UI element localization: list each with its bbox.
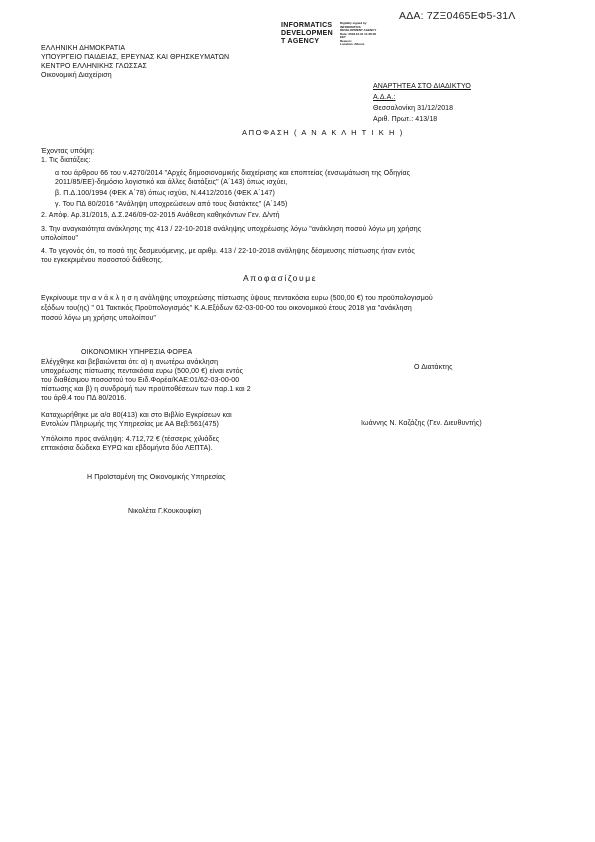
finance-line: επτακόσια δώδεκα ΕΥΡΩ και εβδομήντα δύο ΛΕΠΤΑ). [41, 445, 213, 452]
director-title: Ο Διατάκτης [414, 364, 453, 371]
signature-stamp [281, 22, 333, 46]
ada-number: ΑΔΑ: 7ΖΞ0465ΕΦ5-31Λ [399, 10, 516, 22]
finance-paragraph-3 [41, 435, 219, 453]
stamp-detail-line: DEVELOPMENT AGENCY [340, 28, 377, 32]
finance-line: υποχρέωσης πίστωσης πεντακόσια ευρω (500,00 €) είναι εντός [41, 368, 244, 375]
item-1a-line: α του άρθρου 66 του ν.4270/2014 "Αρχές δημοσιονομικής διαχείρισης και εποπτείας (ενσωμάτωση της Οδηγίας [55, 170, 411, 177]
item-3-line: υπολοίπου" [41, 235, 79, 242]
finance-line: του διαθέσιμου ποσοστού του Ειδ.Φορέα/ΚΑΕ:01/62-03-00-00 [41, 377, 240, 384]
stamp-left-line: T AGENCY [281, 38, 320, 45]
stamp-detail-line: EET [340, 35, 346, 39]
finance-head-name: Νικολέτα Γ.Κουκουφίκη [128, 508, 202, 515]
header-line: Οικονομική Διαχείριση [41, 72, 112, 79]
finance-paragraph-2 [41, 411, 232, 429]
item-3-line: 3. Την αναγκαιότητα ανάκλησης της 413 / 22-10-2018 ανάληψης υποχρέωσης λόγω "ανάκληση ποσού λόγω μη χρήσης [41, 226, 422, 233]
header-line: ΚΕΝΤΡΟ ΕΛΛΗΝΙΚΗΣ ΓΛΩΣΣΑΣ [41, 63, 147, 70]
item-1a-line: 2011/85/ΕΕ)-δημόσιο λογιστικό και άλλες διατάξεις" (Α΄143) όπως ισχύει, [55, 179, 288, 186]
header-line: ΕΛΛΗΝΙΚΗ ΔΗΜΟΚΡΑΤΙΑ [41, 45, 126, 52]
item-1-label: 1. Τις διατάξεις: [41, 157, 91, 164]
stamp-detail-line: Digitally signed by [340, 21, 367, 25]
finance-line: Ελέγχθηκε και βεβαιώνεται ότι: α) η ανωτέρω ανάκληση [41, 359, 219, 366]
signature-stamp-details [340, 22, 376, 47]
item-4-line: του εγκεκριμένου ποσοστού διάθεσης. [41, 257, 163, 264]
stamp-left-line: INFORMATICS [281, 22, 333, 29]
finance-paragraph-1 [41, 358, 251, 403]
decide-line: Εγκρίνουμε την α ν ά κ λ η σ η ανάληψης υποχρεώσης πίστωσης ύψους πεντακόσια ευρω (500,00 €) του προϋπολογισμού [41, 295, 433, 302]
considering-label: Έχοντας υπόψη: [41, 148, 95, 155]
posting-ada-label: Α.Δ.Α.: [373, 94, 396, 101]
decide-line: εξόδων του(ης) " 01 Τακτικός Προϋπολογισμός" Κ.Α.Εξόδων 62-03-00-00 του οικονομικού έτους 2018 για "ανάκληση [41, 305, 412, 312]
decision-title: ΑΠΟΦΑΣΗ ( Α Ν Α Κ Λ Η Τ Ι Κ Η ) [242, 128, 404, 137]
stamp-detail-line: Location: Athens [340, 42, 365, 46]
director-name: Ιωάννης Ν. Καζάζης (Γεν. Διευθυντής) [361, 420, 482, 427]
decide-title: Αποφασίζουμε [243, 273, 318, 283]
posting-protocol: Αριθ. Πρωτ.: 413/18 [373, 116, 438, 123]
finance-line: Καταχωρήθηκε με α/α 80(413) και στο Βιβλίο Εγκρίσεων και [41, 412, 232, 419]
stamp-detail-line: Reason: [340, 38, 352, 43]
finance-head-title: Η Προϊσταμένη της Οικονομικής Υπηρεσίας [87, 474, 226, 481]
finance-line: του άρθ.4 του ΠΔ 80/2016. [41, 395, 127, 402]
item-1b-line: β. Π.Δ.100/1994 (ΦΕΚ Α΄78) όπως ισχύει, Ν.4412/2016 (ΦΕΚ Α΄147) [55, 190, 275, 197]
stamp-left-line: DEVELOPMEN [281, 30, 334, 37]
posting-place-date: Θεσσαλονίκη 31/12/2018 [373, 105, 454, 112]
header-block [41, 44, 229, 80]
finance-line: Υπόλοιπο προς ανάληψη: 4.712,72 € (τέσσερις χιλιάδες [41, 436, 220, 443]
posting-block [373, 81, 471, 125]
item-2-line: 2. Απόφ. Αρ.31/2015, Δ.Σ.246/09-02-2015 Ανάθεση καθηκόντων Γεν. Δ/ντή [41, 212, 280, 219]
item-1c-line: γ. Του ΠΔ 80/2016 "Ανάληψη υποχρεώσεων από τους διατάκτες" (Α΄145) [55, 201, 288, 208]
finance-line: πίστωσης και β) η συνδρομή των προϋποθέσεων των παρ.1 και 2 [41, 386, 251, 393]
header-line: ΥΠΟΥΡΓΕΙΟ ΠΑΙΔΕΙΑΣ, ΕΡΕΥΝΑΣ ΚΑΙ ΘΡΗΣΚΕΥΜΑΤΩΝ [41, 54, 230, 61]
item-4-line: 4. Το γεγονός ότι, το ποσό της δεσμευόμενης, με αριθμ. 413 / 22-10-2018 ανάληψης δέσμευσης πίστωσης ήταν εντός [41, 248, 415, 255]
stamp-detail-line: Date: 2018.12.31 11:38:46 [340, 31, 377, 36]
finance-line: Εντολών Πληρωμής της Υπηρεσίας με ΑΑ Βεβ:561(475) [41, 421, 219, 428]
finance-title: ΟΙΚΟΝΟΜΙΚΗ ΥΠΗΡΕΣΙΑ ΦΟΡΕΑ [81, 349, 193, 356]
posting-label: ΑΝΑΡΤΗΤΕΑ ΣΤΟ ΔΙΑΔΙΚΤΥΟ [373, 83, 471, 90]
decide-line: ποσού λόγω μη χρήσης υπολοίπου" [41, 315, 156, 322]
stamp-detail-line: INFORMATICS [340, 24, 361, 29]
